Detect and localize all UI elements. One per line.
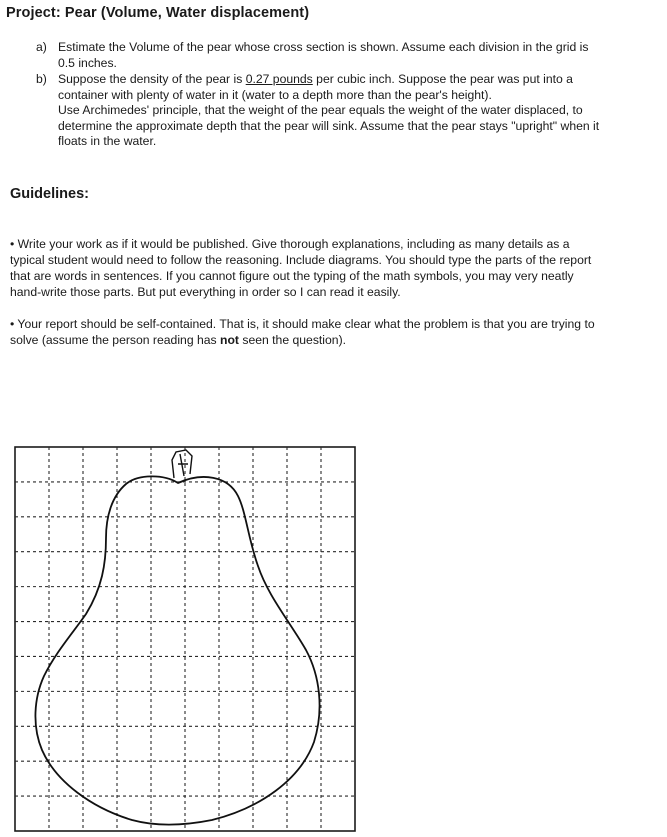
pear-cross-section-icon (14, 446, 356, 832)
guideline-line: • Your report should be self-contained. That is, it should make clear what the problem is that you are trying to (10, 317, 595, 331)
question-a-line: 0.5 inches. (58, 55, 117, 70)
question-a-text (58, 40, 661, 71)
question-b-label: b) (36, 72, 47, 86)
guideline-line: typical student would need to follow the reasoning. Include diagrams. You should type the parts of the report (10, 253, 592, 267)
guideline-line (10, 332, 662, 348)
question-b-text (58, 72, 661, 150)
guideline-line: • Write your work as if it would be published. Give thorough explanations, including as many details as a (10, 237, 570, 251)
question-b-line (58, 72, 661, 88)
question-b-line: container with plenty of water in it (water to a depth more than the pear's height). (58, 87, 492, 102)
question-a-label: a) (36, 40, 47, 54)
guideline-2 (10, 316, 662, 348)
guideline-line: that are words in sentences. If you cannot figure out the typing of the math symbols, you may very neatly (10, 269, 574, 283)
question-b-line1-pre: Suppose the density of the pear is (58, 72, 246, 86)
question-b-line: floats in the water. (58, 134, 157, 149)
question-b-line: Use Archimedes' principle, that the weight of the pear equals the weight of the water displaced, to (58, 103, 583, 118)
question-a-line: Estimate the Volume of the pear whose cross section is shown. Assume each division in the grid is (58, 40, 589, 54)
pear-figure (14, 446, 356, 832)
guideline-line: hand-write those parts. But put everything in order so I can read it easily. (10, 285, 401, 299)
guideline-2-pre: solve (assume the person reading has (10, 333, 221, 347)
question-b-line: determine the approximate depth that the pear will sink. Assume that the pear stays "upright" when it (58, 118, 600, 133)
guideline-2-post: seen the question). (238, 333, 347, 347)
project-title: Project: Pear (Volume, Water displacement) (6, 5, 310, 21)
question-b (36, 72, 661, 150)
guidelines-heading: Guidelines: (10, 186, 89, 202)
question-a (36, 40, 661, 71)
emphasis-not: not (220, 333, 239, 347)
density-value: 0.27 pounds (245, 72, 313, 86)
guideline-1 (10, 236, 662, 300)
question-b-line1-post: per cubic inch. Suppose the pear was put into a (312, 72, 573, 86)
